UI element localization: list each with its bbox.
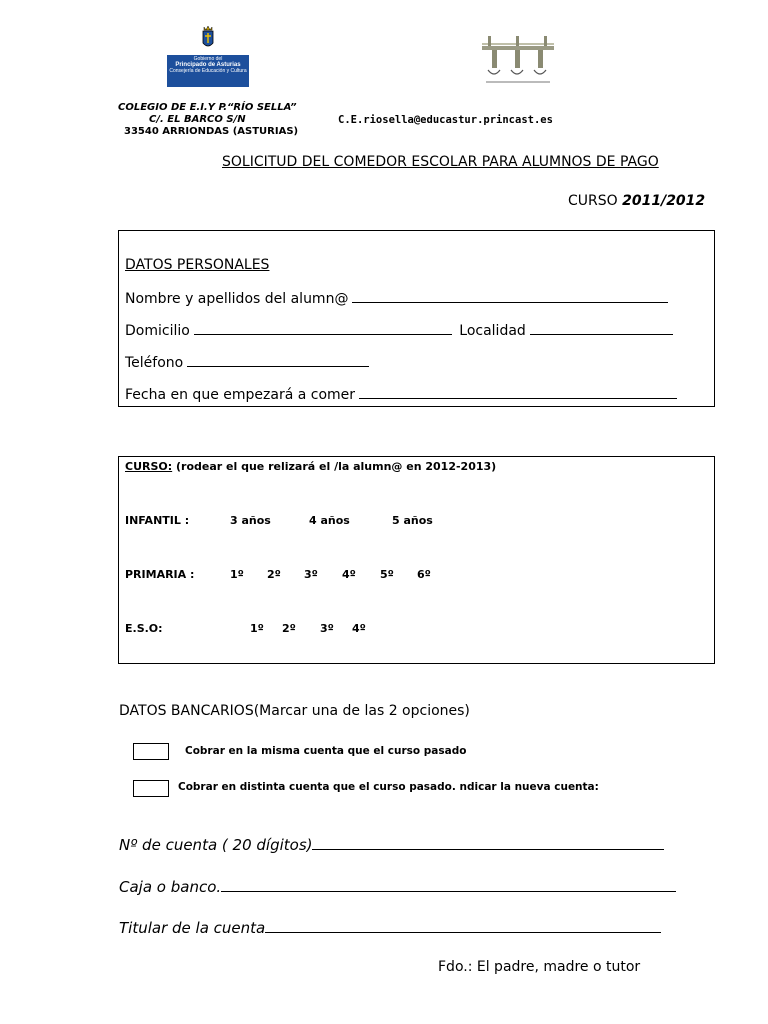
infantil-option[interactable]: 5 años <box>392 514 433 527</box>
bank-name-row <box>119 878 676 896</box>
address-label: Domicilio <box>125 323 190 339</box>
infantil-label: INFANTIL : <box>125 514 190 527</box>
name-label: Nombre y apellidos del alumn@ <box>125 291 349 307</box>
account-number-field[interactable] <box>312 837 664 850</box>
account-number-label: Nº de cuenta ( 20 dígitos) <box>119 836 313 854</box>
locality-label: Localidad <box>459 323 526 339</box>
same-account-checkbox[interactable] <box>133 743 169 760</box>
bank-name-field[interactable] <box>221 879 676 892</box>
address-row <box>125 322 673 339</box>
address-field[interactable] <box>194 322 452 335</box>
school-address: C/. EL BARCO S/N <box>149 114 246 125</box>
school-email: C.E.riosella@educastur.princast.es <box>338 114 553 126</box>
bank-heading: DATOS BANCARIOS(Marcar una de las 2 opciones) <box>119 703 470 719</box>
school-name: COLEGIO DE E.I.Y P.“RÍO SELLA” <box>118 102 297 113</box>
school-postal: 33540 ARRIONDAS (ASTURIAS) <box>124 126 299 137</box>
name-row <box>125 290 668 307</box>
start-date-label: Fecha en que empezará a comer <box>125 387 356 403</box>
locality-field[interactable] <box>530 322 673 335</box>
course-heading-row <box>125 460 496 473</box>
logo-line-2: Principado de Asturias <box>175 62 241 68</box>
phone-label: Teléfono <box>125 355 184 371</box>
primaria-option[interactable]: 3º <box>304 568 318 581</box>
primaria-option[interactable]: 2º <box>267 568 281 581</box>
signature-line: Fdo.: El padre, madre o tutor <box>438 959 641 975</box>
infantil-option[interactable]: 3 años <box>230 514 271 527</box>
logo-line-1: Gobierno del <box>193 56 223 62</box>
bank-name-label: Caja o banco. <box>119 878 222 896</box>
same-account-label: Cobrar en la misma cuenta que el curso pasado <box>185 745 467 757</box>
personal-heading: DATOS PERSONALES <box>125 257 270 273</box>
eso-option[interactable]: 1º <box>250 622 264 635</box>
eso-option[interactable]: 4º <box>352 622 366 635</box>
bridge-emblem-icon <box>478 34 558 90</box>
account-holder-field[interactable] <box>265 920 661 933</box>
eso-option[interactable]: 2º <box>282 622 296 635</box>
document-title: SOLICITUD DEL COMEDOR ESCOLAR PARA ALUMNOS DE PAGO <box>222 154 659 170</box>
eso-label: E.S.O: <box>125 622 163 635</box>
primaria-option[interactable]: 4º <box>342 568 356 581</box>
different-account-checkbox[interactable] <box>133 780 169 797</box>
course-box <box>118 456 715 664</box>
curso-label: CURSO <box>568 193 618 209</box>
account-number-row <box>119 836 664 854</box>
eso-option[interactable]: 3º <box>320 622 334 635</box>
government-logo <box>167 55 249 87</box>
course-heading: CURSO: <box>125 460 173 473</box>
infantil-option[interactable]: 4 años <box>309 514 350 527</box>
asturias-crest-icon <box>200 25 216 55</box>
course-instruction: (rodear el que relizará el /la alumn@ en 2012-2013) <box>176 460 497 473</box>
phone-field[interactable] <box>187 354 369 367</box>
primaria-option[interactable]: 6º <box>417 568 431 581</box>
school-year <box>568 193 705 209</box>
primaria-option[interactable]: 5º <box>380 568 394 581</box>
different-account-label: Cobrar en distinta cuenta que el curso pasado. ndicar la nueva cuenta: <box>178 781 599 793</box>
primaria-option[interactable]: 1º <box>230 568 244 581</box>
account-holder-label: Titular de la cuenta <box>119 919 266 937</box>
phone-row <box>125 354 369 371</box>
curso-year: 2011/2012 <box>622 193 706 209</box>
logo-line-3: Consejería de Educación y Cultura <box>169 68 247 74</box>
start-date-field[interactable] <box>359 386 677 399</box>
start-date-row <box>125 386 677 403</box>
account-holder-row <box>119 919 661 937</box>
primaria-label: PRIMARIA : <box>125 568 195 581</box>
name-field[interactable] <box>352 290 668 303</box>
